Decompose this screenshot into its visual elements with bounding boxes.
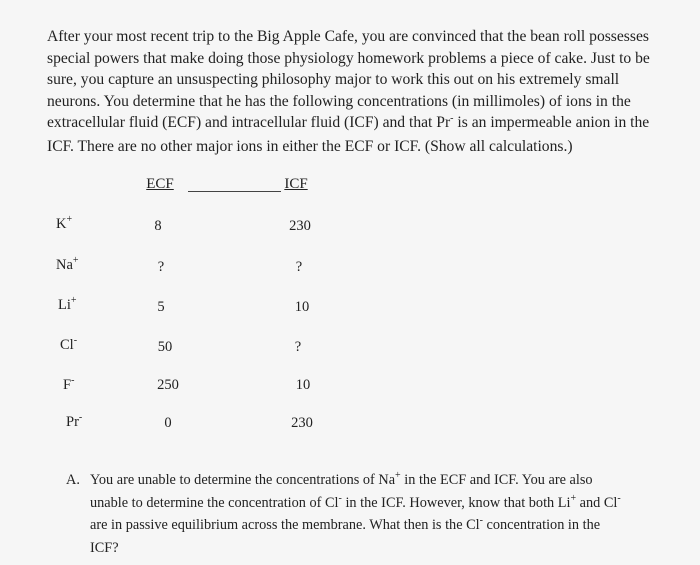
icf-value: 230	[289, 218, 311, 234]
ecf-value: 50	[157, 339, 173, 355]
ion-label-f: F-	[63, 375, 75, 393]
question-line: unable to determine the concentration of Cl- in the ICF. However, know that both Li+ and Cl-	[90, 492, 621, 511]
ion-label-k: K+	[56, 214, 73, 232]
paragraph-line-part: extracellular fluid (ECF) and intracellular fluid (ICF) and that Pr	[47, 114, 451, 131]
ion-label-li: Li+	[58, 295, 77, 313]
icf-value: ?	[295, 259, 303, 275]
icf-value: 230	[291, 415, 313, 431]
icf-value: ?	[294, 339, 302, 355]
ecf-value: 5	[157, 299, 165, 315]
question-text	[90, 470, 666, 558]
ecf-value: 250	[157, 377, 179, 393]
paragraph-line: neurons. You determine that he has the following concentrations (in millimoles) of ions in the	[47, 92, 631, 110]
question-line: You are unable to determine the concentrations of Na+ in the ECF and ICF. You are also	[90, 470, 593, 488]
icf-header: ICF	[284, 176, 308, 192]
paragraph-line: special powers that make doing those physiology homework problems a piece of cake. Just to be	[47, 49, 650, 67]
ecf-value: 8	[154, 218, 162, 234]
paragraph-line: After your most recent trip to the Big Apple Cafe, you are convinced that the bean roll possesses	[47, 28, 649, 45]
problem-paragraph	[47, 26, 672, 157]
ion-label-na: Na+	[56, 255, 79, 273]
ecf-header: ECF	[146, 176, 174, 192]
icf-value: 10	[294, 299, 310, 315]
paragraph-line	[47, 112, 672, 136]
paragraph-line: ICF. There are no other major ions in either the ECF or ICF. (Show all calculations.)	[47, 137, 573, 155]
ion-label-cl: Cl-	[60, 335, 78, 353]
paragraph-line-part: is an impermeable anion in the	[453, 114, 650, 131]
pr-superscript: -	[450, 113, 454, 124]
icf-value: 10	[295, 377, 311, 393]
question-label: A.	[66, 472, 80, 488]
ecf-value: 0	[164, 415, 172, 431]
ion-label-pr: Pr-	[66, 412, 83, 430]
question-line: ICF?	[90, 539, 119, 556]
header-divider	[188, 191, 281, 192]
question-line: are in passive equilibrium across the membrane. What then is the Cl- concentration in the	[90, 515, 601, 533]
question-a	[66, 470, 666, 558]
paragraph-line: sure, you capture an unsuspecting philosophy major to work this out on his extremely small	[47, 71, 620, 88]
ecf-value: ?	[157, 259, 165, 275]
